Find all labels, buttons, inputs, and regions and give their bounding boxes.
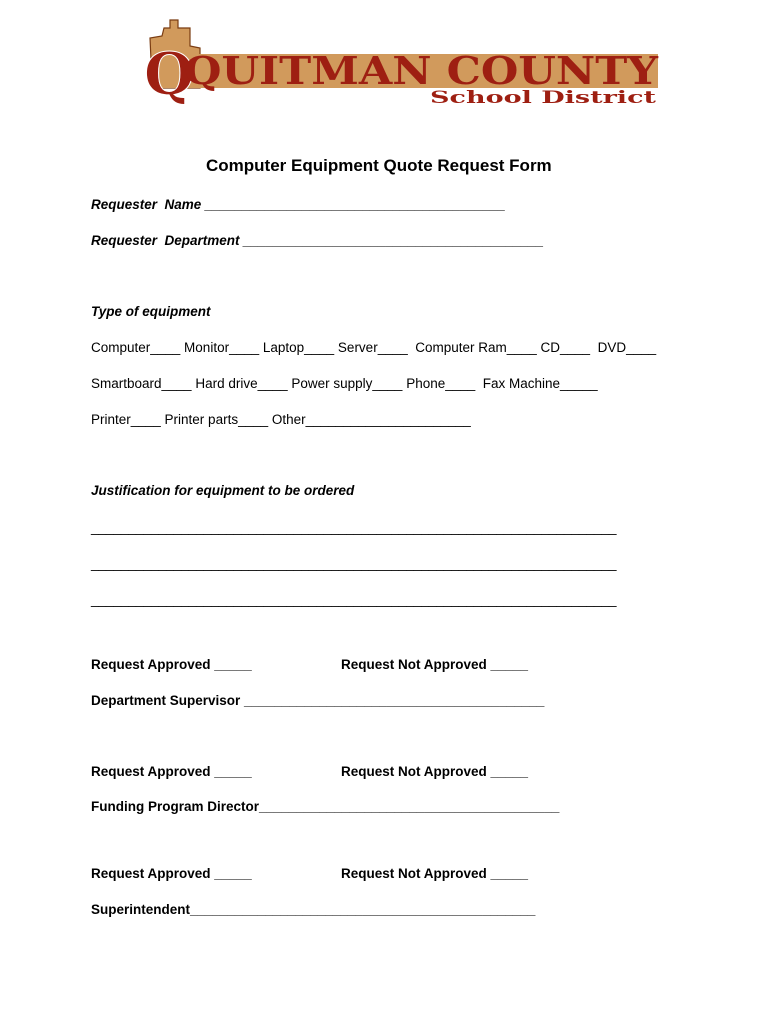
justification-heading: Justification for equipment to be ordered: [91, 483, 355, 498]
justification-line[interactable]: ______________________________________________________________________: [91, 556, 617, 571]
logo-org-name: QUITMAN COUNTY: [184, 48, 659, 93]
quitman-county-logo: [138, 18, 662, 106]
department-supervisor-signature[interactable]: Department Supervisor ________________________________________: [91, 693, 545, 708]
justification-line[interactable]: ______________________________________________________________________: [91, 592, 617, 607]
request-approved-field[interactable]: Request Approved _____: [91, 764, 252, 779]
superintendent-signature[interactable]: Superintendent______________________________________________: [91, 902, 536, 917]
request-not-approved-field[interactable]: Request Not Approved _____: [341, 657, 529, 672]
equipment-type-heading: Type of equipment: [91, 304, 211, 319]
request-not-approved-field[interactable]: Request Not Approved _____: [341, 866, 529, 881]
request-approved-field[interactable]: Request Approved _____: [91, 866, 252, 881]
equipment-type-line-2[interactable]: Smartboard____ Hard drive____ Power supply____ Phone____ Fax Machine_____: [91, 376, 598, 391]
justification-line[interactable]: ______________________________________________________________________: [91, 520, 617, 535]
form-title: Computer Equipment Quote Request Form: [206, 156, 552, 175]
logo-org-sub: School District: [430, 88, 657, 106]
requester-name-field[interactable]: Requester Name ________________________________________: [91, 197, 506, 212]
funding-program-director-signature[interactable]: Funding Program Director________________________________________: [91, 799, 560, 814]
requester-department-field[interactable]: Requester Department ________________________________________: [91, 233, 544, 248]
request-not-approved-field[interactable]: Request Not Approved _____: [341, 764, 529, 779]
equipment-type-line-3[interactable]: Printer____ Printer parts____ Other______________________: [91, 412, 471, 427]
equipment-type-line-1[interactable]: Computer____ Monitor____ Laptop____ Server____ Computer Ram____ CD____ DVD____: [91, 340, 657, 355]
request-approved-field[interactable]: Request Approved _____: [91, 657, 252, 672]
logo-q-letter: Q: [144, 40, 195, 106]
